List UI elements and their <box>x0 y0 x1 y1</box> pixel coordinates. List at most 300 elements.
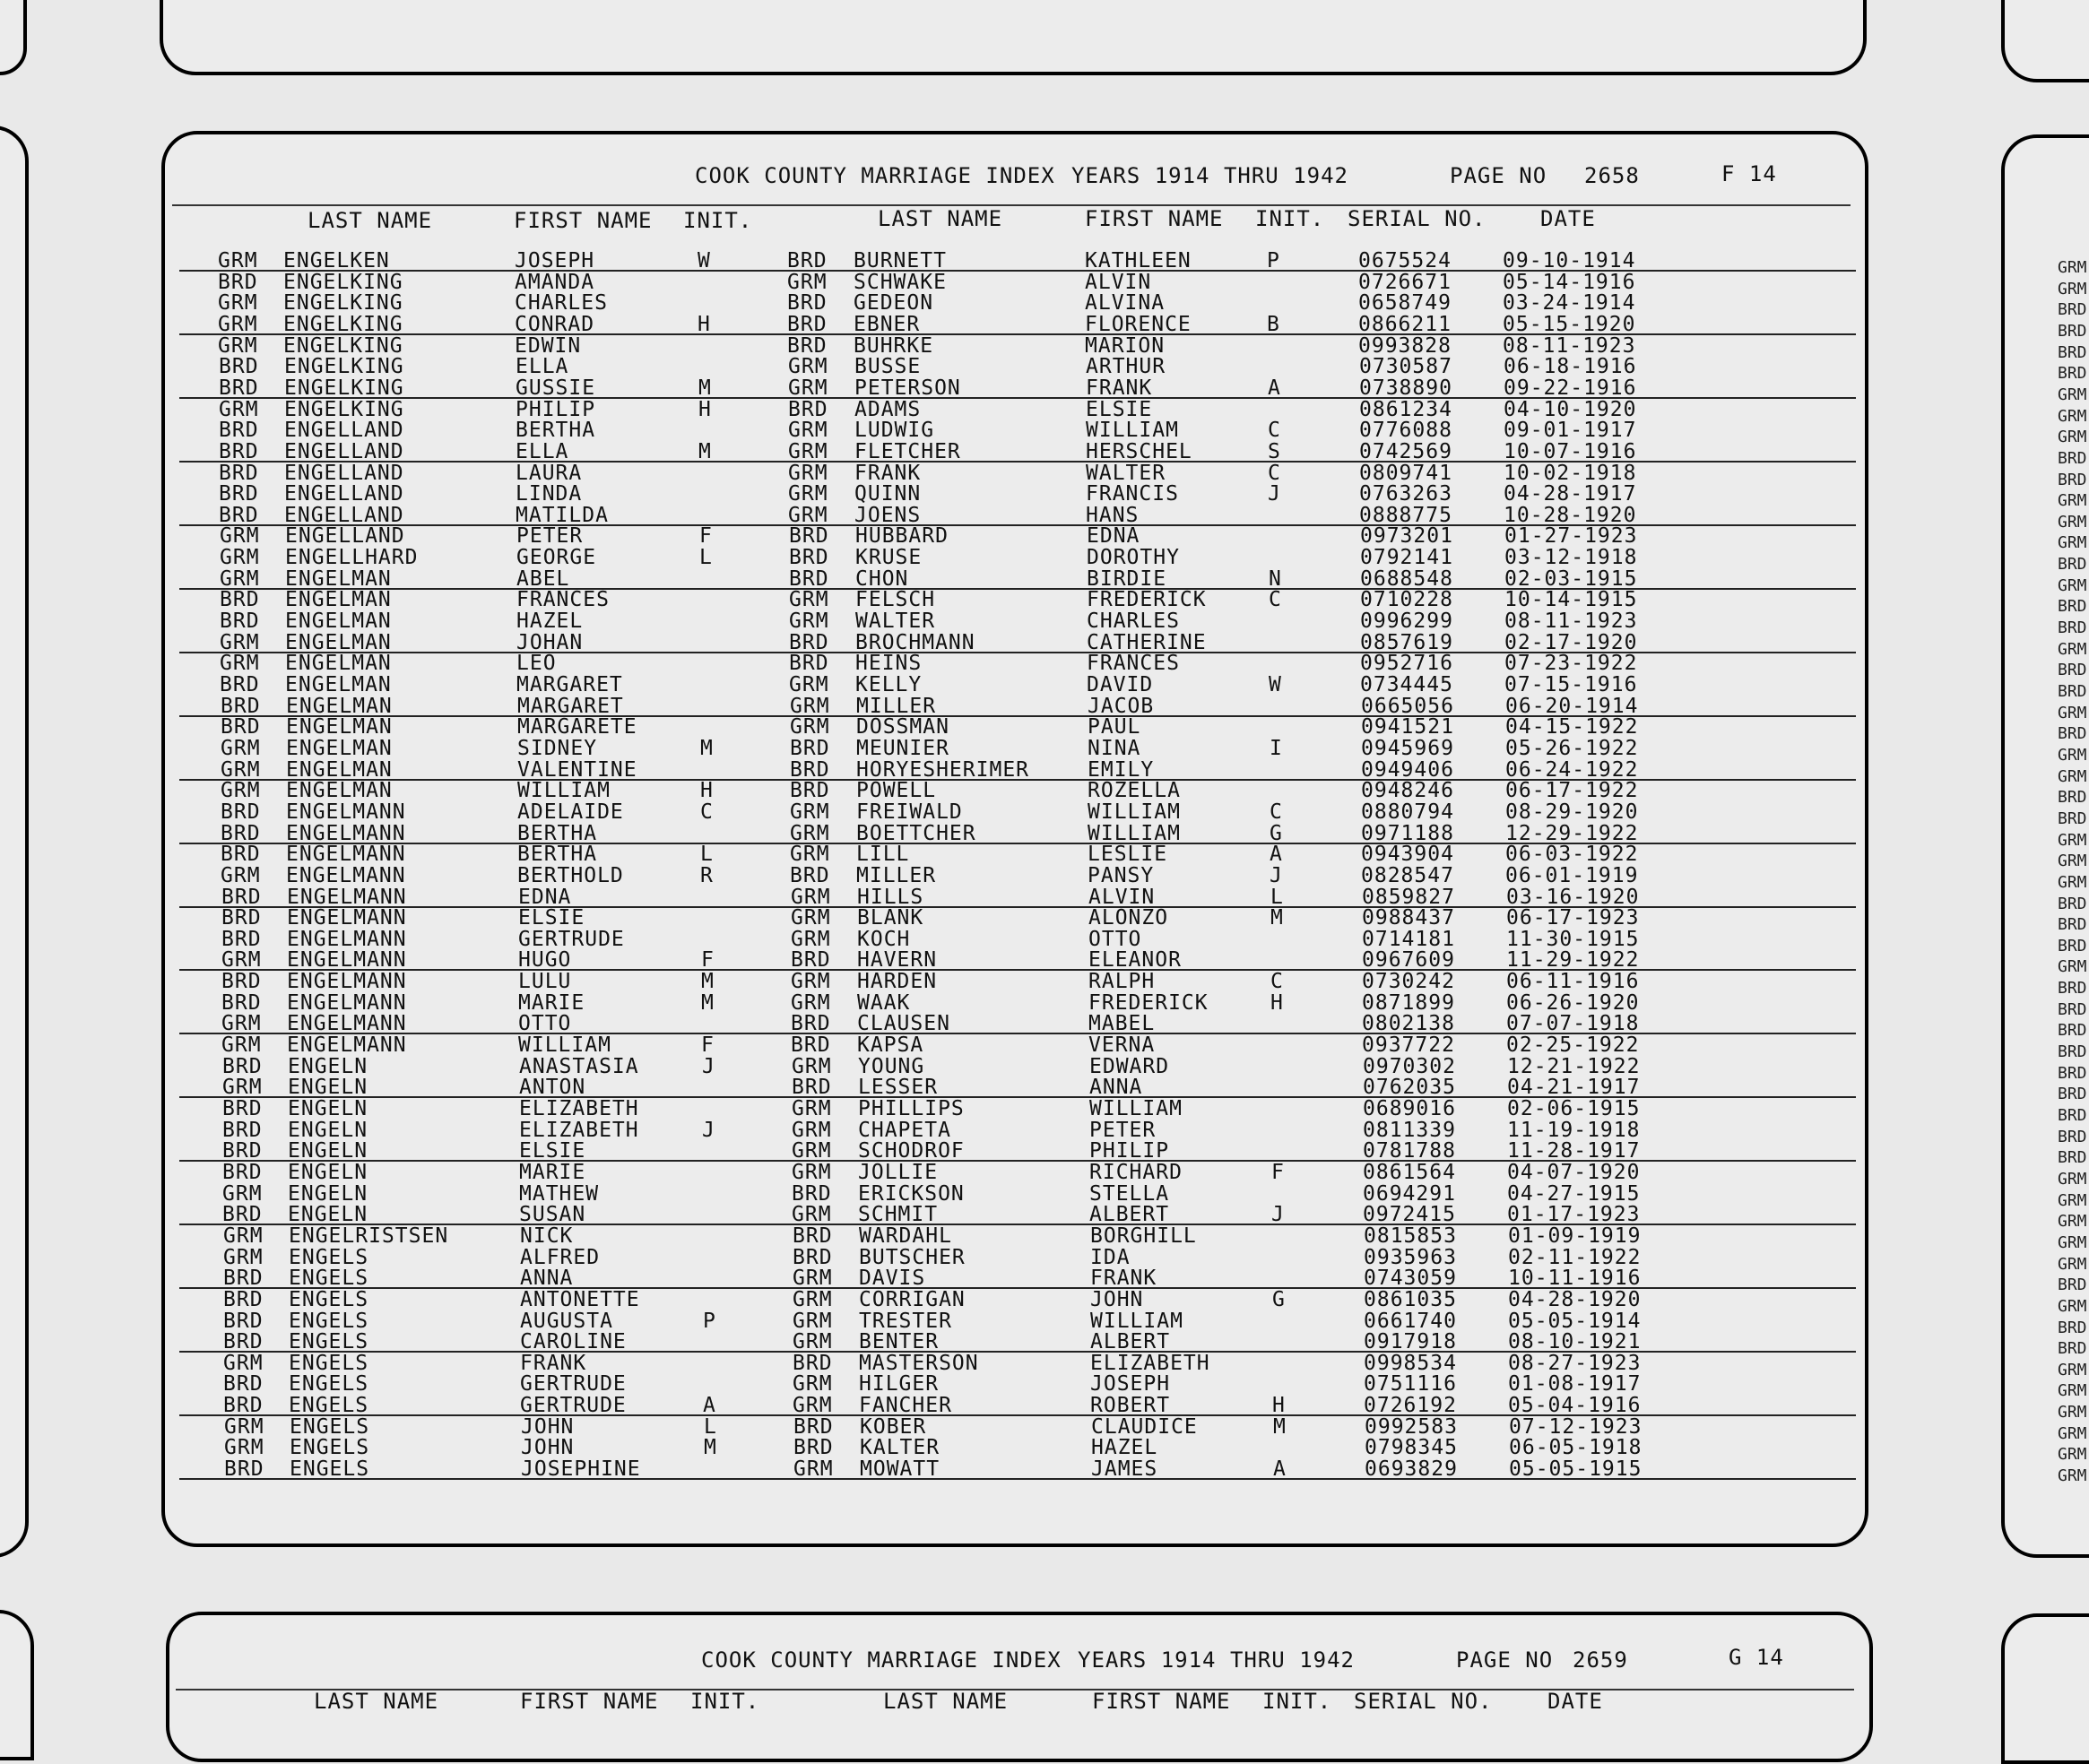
date-cell: 06-20-1914 <box>1505 694 1639 718</box>
spouse-role-cell: BRD <box>787 291 828 316</box>
serial-no-cell: 0762035 <box>1363 1076 1456 1100</box>
table-row <box>179 249 1856 272</box>
date-cell: 02-03-1915 <box>1504 566 1638 591</box>
last-name-cell: ENGELS <box>289 1372 369 1396</box>
role-cell: BRD <box>222 1160 263 1184</box>
init-cell: P <box>703 1309 716 1333</box>
table-row <box>179 567 1856 590</box>
spouse-init-cell: C <box>1270 800 1283 824</box>
first-name-cell: SIDNEY <box>517 736 598 760</box>
table-row <box>179 1351 1856 1375</box>
spouse-last-name-cell: ADAMS <box>854 397 922 421</box>
spouse-first-name-cell: EDWARD <box>1089 1054 1170 1078</box>
adjacent-role-code: BRD <box>2058 1275 2087 1295</box>
serial-no-cell: 0992583 <box>1365 1414 1458 1439</box>
last-name-cell: ENGELLAND <box>285 524 405 549</box>
table-row <box>179 822 1856 844</box>
spouse-first-name-cell: FRANK <box>1086 376 1153 400</box>
spouse-role-cell: GRM <box>793 1372 833 1396</box>
spouse-first-name-cell: DOROTHY <box>1087 546 1180 570</box>
last-name-cell: ENGELN <box>288 1203 368 1227</box>
last-name-cell: ENGELS <box>289 1267 369 1291</box>
date-cell: 10-28-1920 <box>1504 503 1637 527</box>
role-cell: GRM <box>224 1414 264 1439</box>
spouse-init-cell: A <box>1268 376 1281 400</box>
adjacent-role-code: BRD <box>2058 300 2087 320</box>
next-page-year-range: YEARS 1914 THRU 1942 <box>1078 1647 1355 1673</box>
table-row <box>179 1160 1856 1184</box>
role-cell: GRM <box>221 779 261 803</box>
date-cell: 09-22-1916 <box>1504 376 1637 400</box>
adjacent-role-code: BRD <box>2058 1318 2087 1337</box>
table-row <box>179 524 1856 549</box>
date-cell: 10-02-1918 <box>1504 461 1637 485</box>
spouse-role-cell: GRM <box>791 927 831 951</box>
serial-no-cell: 0993828 <box>1358 333 1452 358</box>
serial-no-cell: 0967609 <box>1362 948 1455 973</box>
table-row <box>179 1181 1856 1206</box>
init-cell: A <box>703 1394 716 1418</box>
spouse-last-name-cell: HEINS <box>855 652 923 676</box>
init-cell: R <box>700 863 714 887</box>
serial-no-cell: 0730587 <box>1359 355 1452 379</box>
adjacent-role-code: BRD <box>2058 894 2087 913</box>
serial-no-cell: 0998534 <box>1364 1351 1457 1375</box>
table-row <box>179 588 1856 612</box>
init-cell: M <box>704 1436 717 1460</box>
serial-no-cell: 0859827 <box>1362 885 1455 909</box>
spouse-first-name-cell: OTTO <box>1088 927 1142 951</box>
spouse-role-cell: GRM <box>789 588 829 612</box>
spouse-role-cell: GRM <box>791 885 831 909</box>
spouse-last-name-cell: KALTER <box>860 1436 940 1460</box>
page-number: 2658 <box>1584 163 1640 188</box>
spouse-last-name-cell: SCHMIT <box>858 1203 939 1227</box>
column-header-spouse-init: INIT. <box>1255 206 1325 231</box>
spouse-init-cell: A <box>1273 1457 1287 1482</box>
spouse-role-cell: GRM <box>790 843 830 867</box>
serial-no-cell: 0781788 <box>1363 1139 1456 1163</box>
spouse-first-name-cell: ALBERT <box>1090 1330 1171 1354</box>
first-name-cell: MARGARETE <box>517 715 637 739</box>
adjacent-role-code: GRM <box>2058 639 2087 659</box>
spouse-last-name-cell: DAVIS <box>859 1267 926 1291</box>
adjacent-role-code: GRM <box>2058 279 2087 298</box>
column-header-first-name: FIRST NAME <box>514 208 653 233</box>
serial-no-cell: 0941521 <box>1361 715 1454 739</box>
date-cell: 10-07-1916 <box>1504 439 1637 463</box>
next-column-header-spouse-init: INIT. <box>1262 1689 1332 1714</box>
first-name-cell: BERTHOLD <box>517 863 624 887</box>
spouse-first-name-cell: CHARLES <box>1087 610 1180 634</box>
last-name-cell: ENGELLAND <box>284 439 404 463</box>
next-column-header-serial-no: SERIAL NO. <box>1354 1689 1493 1714</box>
spouse-last-name-cell: QUINN <box>854 482 922 506</box>
table-row <box>179 715 1856 739</box>
role-cell: BRD <box>221 694 261 718</box>
first-name-cell: GERTRUDE <box>520 1372 627 1396</box>
column-header-serial-no: SERIAL NO. <box>1348 206 1487 231</box>
adjacent-role-code: GRM <box>2058 1423 2087 1443</box>
first-name-cell: HAZEL <box>516 610 584 634</box>
spouse-first-name-cell: WILLIAM <box>1090 1309 1183 1333</box>
serial-no-cell: 0815853 <box>1364 1224 1457 1248</box>
spouse-last-name-cell: MILLER <box>856 863 937 887</box>
adjacent-role-code: BRD <box>2058 1085 2087 1104</box>
adjacent-role-code: GRM <box>2058 1445 2087 1465</box>
last-name-cell: ENGELMAN <box>286 694 393 718</box>
adjacent-role-code: BRD <box>2058 682 2087 701</box>
spouse-last-name-cell: CLAUSEN <box>857 1012 950 1036</box>
role-cell: GRM <box>218 249 258 272</box>
spouse-last-name-cell: MEUNIER <box>856 736 949 760</box>
date-cell: 04-15-1922 <box>1505 715 1639 739</box>
date-cell: 09-01-1917 <box>1504 419 1637 443</box>
serial-no-cell: 0988437 <box>1362 906 1455 930</box>
last-name-cell: ENGELKING <box>283 270 403 294</box>
date-cell: 11-29-1922 <box>1506 948 1640 973</box>
spouse-first-name-cell: FREDERICK <box>1087 588 1207 612</box>
init-cell: M <box>698 439 712 463</box>
spouse-role-cell: BRD <box>790 736 830 760</box>
spouse-first-name-cell: RALPH <box>1088 970 1156 994</box>
next-column-header-last-name: LAST NAME <box>314 1689 439 1714</box>
serial-no-cell: 0888775 <box>1359 503 1452 527</box>
spouse-init-cell: N <box>1269 566 1282 591</box>
spouse-last-name-cell: EBNER <box>854 312 921 336</box>
first-name-cell: LINDA <box>516 482 583 506</box>
spouse-first-name-cell: ELSIE <box>1086 397 1153 421</box>
date-cell: 10-11-1916 <box>1508 1267 1642 1291</box>
last-name-cell: ENGELLAND <box>284 482 404 506</box>
last-name-cell: ENGELN <box>288 1076 368 1100</box>
role-cell: BRD <box>220 610 260 634</box>
adjacent-role-code: BRD <box>2058 724 2087 744</box>
role-cell: BRD <box>221 800 261 824</box>
left-column-frame-bottom <box>0 1610 34 1760</box>
date-cell: 11-28-1917 <box>1507 1139 1641 1163</box>
spouse-first-name-cell: FREDERICK <box>1088 990 1209 1015</box>
spouse-last-name-cell: TRESTER <box>859 1309 952 1333</box>
spouse-last-name-cell: BUHRKE <box>854 333 934 358</box>
table-row <box>179 610 1856 634</box>
serial-no-cell: 0937722 <box>1362 1033 1455 1058</box>
adjacent-role-code: GRM <box>2058 1466 2087 1486</box>
spouse-first-name-cell: JAMES <box>1091 1457 1158 1482</box>
adjacent-role-code: BRD <box>2058 788 2087 808</box>
adjacent-role-code: GRM <box>2058 957 2087 977</box>
spouse-init-cell: M <box>1270 906 1284 930</box>
role-cell: BRD <box>219 376 259 400</box>
role-cell: BRD <box>219 419 259 443</box>
last-name-cell: ENGELMANN <box>287 885 407 909</box>
init-cell: F <box>701 1033 715 1058</box>
spouse-role-cell: GRM <box>788 355 828 379</box>
table-row <box>179 291 1856 316</box>
table-row <box>179 800 1856 824</box>
adjacent-role-code: GRM <box>2058 385 2087 404</box>
spouse-role-cell: GRM <box>788 376 828 400</box>
spouse-last-name-cell: ERICKSON <box>858 1181 965 1206</box>
spouse-last-name-cell: LILL <box>856 843 910 867</box>
spouse-last-name-cell: BENTER <box>859 1330 940 1354</box>
spouse-first-name-cell: HANS <box>1086 503 1140 527</box>
spouse-last-name-cell: PHILLIPS <box>858 1097 965 1120</box>
left-column-frame <box>0 125 29 1558</box>
spouse-last-name-cell: KOCH <box>857 927 911 951</box>
first-name-cell: MARGARET <box>517 694 624 718</box>
role-cell: GRM <box>218 291 258 316</box>
role-cell: GRM <box>220 630 260 654</box>
serial-no-cell: 0996299 <box>1360 610 1453 634</box>
first-name-cell: SUSAN <box>519 1203 586 1227</box>
table-row <box>179 843 1856 867</box>
spouse-first-name-cell: PETER <box>1089 1118 1157 1142</box>
spouse-last-name-cell: JOLLIE <box>858 1160 939 1184</box>
date-cell: 01-09-1919 <box>1508 1224 1642 1248</box>
spouse-last-name-cell: HAVERN <box>857 948 938 973</box>
table-row <box>179 376 1856 399</box>
init-cell: L <box>700 843 714 867</box>
first-name-cell: JOSEPHINE <box>521 1457 641 1482</box>
date-cell: 04-10-1920 <box>1504 397 1637 421</box>
next-column-header-first-name: FIRST NAME <box>520 1689 659 1714</box>
spouse-last-name-cell: FELSCH <box>855 588 936 612</box>
spouse-first-name-cell: HAZEL <box>1091 1436 1158 1460</box>
column-header-spouse-first-name: FIRST NAME <box>1085 206 1224 231</box>
spouse-init-cell: H <box>1270 990 1284 1015</box>
date-cell: 08-27-1923 <box>1508 1351 1642 1375</box>
table-row <box>179 1139 1856 1162</box>
spouse-role-cell: GRM <box>787 270 828 294</box>
date-cell: 06-05-1918 <box>1509 1436 1643 1460</box>
column-header-date: DATE <box>1540 206 1596 231</box>
serial-no-cell: 0970302 <box>1363 1054 1456 1078</box>
spouse-last-name-cell: BUTSCHER <box>859 1245 966 1269</box>
adjacent-role-code: BRD <box>2058 342 2087 362</box>
adjacent-role-code: BRD <box>2058 979 2087 999</box>
date-cell: 05-05-1914 <box>1508 1309 1642 1333</box>
date-cell: 05-05-1915 <box>1509 1457 1643 1482</box>
role-cell: GRM <box>223 1224 264 1248</box>
init-cell: F <box>699 524 713 549</box>
last-name-cell: ENGELRISTSEN <box>289 1224 449 1248</box>
spouse-last-name-cell: HORYESHERIMER <box>856 757 1030 782</box>
spouse-role-cell: BRD <box>793 1351 833 1375</box>
adjacent-role-code: GRM <box>2058 1254 2087 1274</box>
date-cell: 05-14-1916 <box>1503 270 1636 294</box>
spouse-first-name-cell: ANNA <box>1089 1076 1143 1100</box>
init-cell: J <box>702 1118 715 1142</box>
spouse-role-cell: BRD <box>790 863 830 887</box>
page-number-label: PAGE NO <box>1450 163 1547 188</box>
first-name-cell: ANASTASIA <box>519 1054 639 1078</box>
first-name-cell: CONRAD <box>515 312 595 336</box>
last-name-cell: ENGELN <box>288 1118 368 1142</box>
spouse-init-cell: J <box>1268 482 1281 506</box>
table-row <box>179 1012 1856 1034</box>
first-name-cell: LEO <box>516 652 557 676</box>
date-cell: 07-23-1922 <box>1504 652 1638 676</box>
serial-no-cell: 0949406 <box>1361 757 1454 782</box>
serial-no-cell: 0828547 <box>1361 863 1454 887</box>
first-name-cell: PHILIP <box>516 397 596 421</box>
spouse-last-name-cell: CORRIGAN <box>859 1287 966 1311</box>
role-cell: GRM <box>219 397 259 421</box>
spouse-role-cell: GRM <box>793 1309 833 1333</box>
role-cell: GRM <box>222 1181 263 1206</box>
spouse-last-name-cell: BURNETT <box>854 249 947 272</box>
serial-no-cell: 0714181 <box>1362 927 1455 951</box>
serial-no-cell: 0917918 <box>1364 1330 1457 1354</box>
serial-no-cell: 0661740 <box>1364 1309 1457 1333</box>
last-name-cell: ENGELS <box>289 1309 369 1333</box>
first-name-cell: PETER <box>516 524 584 549</box>
spouse-role-cell: BRD <box>788 397 828 421</box>
adjacent-role-code: GRM <box>2058 1296 2087 1316</box>
init-cell: J <box>702 1054 715 1078</box>
first-name-cell: MARIE <box>519 1160 586 1184</box>
first-name-cell: BERTHA <box>517 821 598 845</box>
adjacent-column-frame-top <box>2001 0 2089 82</box>
table-row <box>179 886 1856 908</box>
spouse-first-name-cell: FRANK <box>1090 1267 1157 1291</box>
last-name-cell: ENGELMAN <box>286 736 393 760</box>
role-cell: BRD <box>223 1267 264 1291</box>
last-name-cell: ENGELMANN <box>287 948 407 973</box>
table-row <box>179 1288 1856 1309</box>
spouse-first-name-cell: PAUL <box>1088 715 1141 739</box>
adjacent-role-code: BRD <box>2058 321 2087 341</box>
spouse-last-name-cell: HILGER <box>859 1372 940 1396</box>
init-cell: M <box>700 736 714 760</box>
table-row <box>179 652 1856 676</box>
first-name-cell: ELIZABETH <box>519 1097 639 1120</box>
first-name-cell: MARIE <box>518 990 585 1015</box>
spouse-role-cell: GRM <box>793 1267 833 1291</box>
role-cell: GRM <box>222 1076 263 1100</box>
role-cell: GRM <box>221 863 261 887</box>
serial-no-cell: 0866211 <box>1358 312 1452 336</box>
first-name-cell: ADELAIDE <box>517 800 624 824</box>
serial-no-cell: 0971188 <box>1361 821 1454 845</box>
serial-no-cell: 0952716 <box>1360 652 1453 676</box>
adjacent-role-code: GRM <box>2058 703 2087 722</box>
spouse-last-name-cell: BOETTCHER <box>856 821 976 845</box>
spouse-first-name-cell: ALBERT <box>1089 1203 1170 1227</box>
date-cell: 06-17-1923 <box>1506 906 1640 930</box>
role-cell: BRD <box>218 270 258 294</box>
spouse-first-name-cell: HERSCHEL <box>1086 439 1192 463</box>
spouse-role-cell: GRM <box>789 673 829 696</box>
role-cell: BRD <box>222 1118 263 1142</box>
first-name-cell: ANTON <box>519 1076 586 1100</box>
next-page-number: 2659 <box>1573 1647 1628 1673</box>
serial-no-cell: 0948246 <box>1361 779 1454 803</box>
serial-no-cell: 0688548 <box>1360 566 1453 591</box>
last-name-cell: ENGELN <box>288 1160 368 1184</box>
role-cell: BRD <box>219 439 259 463</box>
first-name-cell: ALFRED <box>520 1245 601 1269</box>
spouse-role-cell: GRM <box>789 610 829 634</box>
spouse-first-name-cell: JOSEPH <box>1090 1372 1171 1396</box>
spouse-last-name-cell: HILLS <box>857 885 924 909</box>
spouse-role-cell: BRD <box>789 652 829 676</box>
init-cell: M <box>701 970 715 994</box>
first-name-cell: MATILDA <box>516 503 609 527</box>
spouse-role-cell: BRD <box>789 566 829 591</box>
adjacent-role-code: BRD <box>2058 1148 2087 1168</box>
spouse-role-cell: BRD <box>791 948 831 973</box>
table-row <box>179 736 1856 760</box>
table-row <box>179 355 1856 379</box>
spouse-role-cell: BRD <box>789 524 829 549</box>
spouse-init-cell: I <box>1270 736 1283 760</box>
serial-no-cell: 0935963 <box>1364 1245 1457 1269</box>
adjacent-role-code: GRM <box>2058 428 2087 447</box>
serial-no-cell: 0751116 <box>1364 1372 1457 1396</box>
serial-no-cell: 0871899 <box>1362 990 1455 1015</box>
table-row <box>179 333 1856 358</box>
role-cell: BRD <box>223 1394 264 1418</box>
date-cell: 03-24-1914 <box>1503 291 1636 316</box>
spouse-role-cell: GRM <box>792 1054 832 1078</box>
adjacent-column-frame-bottom <box>2001 1613 2089 1764</box>
spouse-first-name-cell: FLORENCE <box>1085 312 1192 336</box>
spouse-last-name-cell: PETERSON <box>854 376 961 400</box>
spouse-last-name-cell: KRUSE <box>855 546 923 570</box>
date-cell: 01-08-1917 <box>1508 1372 1642 1396</box>
date-cell: 08-29-1920 <box>1505 800 1639 824</box>
spouse-last-name-cell: GEDEON <box>854 291 934 316</box>
table-row <box>179 927 1856 951</box>
table-row <box>179 1224 1856 1248</box>
role-cell: BRD <box>222 1054 263 1078</box>
first-name-cell: ELLA <box>516 355 569 379</box>
last-name-cell: ENGELKING <box>283 312 403 336</box>
last-name-cell: ENGELN <box>288 1097 368 1120</box>
spouse-first-name-cell: STELLA <box>1089 1181 1170 1206</box>
spouse-role-cell: GRM <box>791 970 831 994</box>
role-cell: GRM <box>223 1245 264 1269</box>
spouse-last-name-cell: KOBER <box>860 1414 927 1439</box>
date-cell: 06-11-1916 <box>1506 970 1640 994</box>
role-cell: BRD <box>221 821 261 845</box>
adjacent-role-code: BRD <box>2058 1127 2087 1146</box>
spouse-last-name-cell: SCHWAKE <box>854 270 947 294</box>
table-row <box>179 1033 1856 1058</box>
date-cell: 02-06-1915 <box>1507 1097 1641 1120</box>
spouse-role-cell: GRM <box>788 461 828 485</box>
spouse-init-cell: L <box>1270 885 1284 909</box>
spouse-first-name-cell: RICHARD <box>1089 1160 1183 1184</box>
first-name-cell: ANNA <box>520 1267 574 1291</box>
table-row <box>179 631 1856 653</box>
adjacent-role-code: GRM <box>2058 491 2087 511</box>
role-cell: BRD <box>222 1097 263 1120</box>
date-cell: 06-01-1919 <box>1505 863 1639 887</box>
table-row <box>179 440 1856 463</box>
spouse-role-cell: GRM <box>793 1457 834 1482</box>
last-name-cell: ENGELMANN <box>287 906 407 930</box>
role-cell: BRD <box>220 673 260 696</box>
spouse-last-name-cell: POWELL <box>856 779 937 803</box>
table-row <box>179 1309 1856 1333</box>
table-row <box>179 779 1856 803</box>
date-cell: 06-26-1920 <box>1506 990 1640 1015</box>
date-cell: 02-17-1920 <box>1504 630 1638 654</box>
adjacent-role-code: GRM <box>2058 533 2087 553</box>
